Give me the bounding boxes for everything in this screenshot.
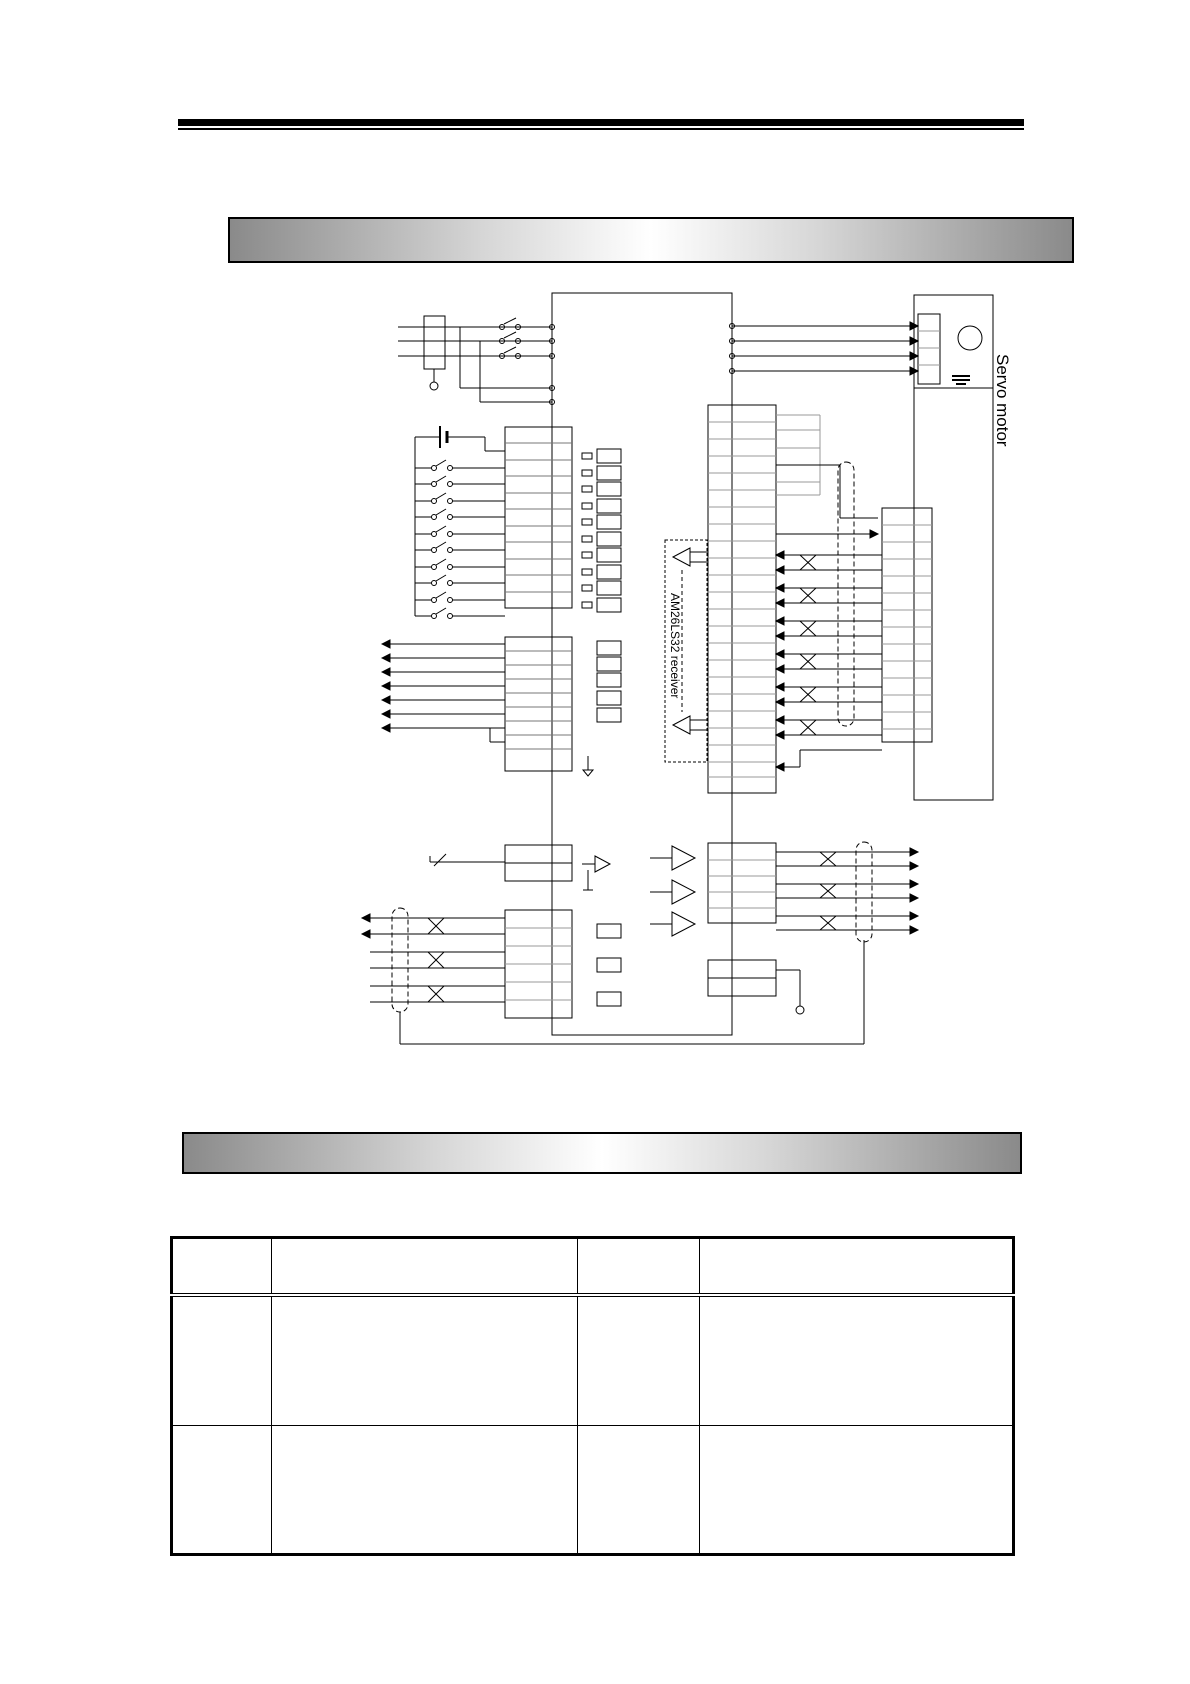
table-header-cell [272, 1238, 578, 1296]
receiver-label: AM26LS32 receiver [668, 593, 682, 699]
input-switches [415, 460, 505, 619]
power-input-lines [398, 316, 555, 405]
pulse-input-pairs [362, 908, 864, 1044]
table-header-row [172, 1238, 1014, 1296]
ground-terminal-block [708, 960, 804, 1014]
table-cell [700, 1425, 1014, 1555]
table-header-cell [578, 1238, 700, 1296]
motor-output-lines [730, 322, 919, 375]
section-title-band-1 [228, 217, 1074, 263]
header-rule-thin [178, 128, 1024, 130]
header-rule-thick [178, 119, 1024, 126]
table-row [172, 1295, 1014, 1425]
encoder-output-drivers [650, 842, 918, 942]
servo-motor-label: Servo motor [993, 354, 1012, 447]
table-header-cell [172, 1238, 272, 1296]
drive-box [552, 293, 732, 1035]
wiring-diagram [370, 280, 1010, 1060]
servo-motor-box [914, 295, 993, 800]
table-row [172, 1425, 1014, 1555]
table-cell [272, 1425, 578, 1555]
table-cell [272, 1295, 578, 1425]
section-title-band-2 [182, 1132, 1022, 1174]
digital-input-block [415, 426, 621, 619]
motor-encoder-terminal [882, 508, 932, 742]
spec-table [170, 1236, 1015, 1556]
table-cell [700, 1295, 1014, 1425]
table-cell [578, 1425, 700, 1555]
encoder-twisted-pairs [776, 551, 882, 771]
table-cell [578, 1295, 700, 1425]
table-header-cell [700, 1238, 1014, 1296]
table-cell [172, 1425, 272, 1555]
digital-output-block [382, 637, 621, 776]
input-optocouplers [582, 449, 621, 612]
table-cell [172, 1295, 272, 1425]
analog-input-block [430, 845, 610, 890]
